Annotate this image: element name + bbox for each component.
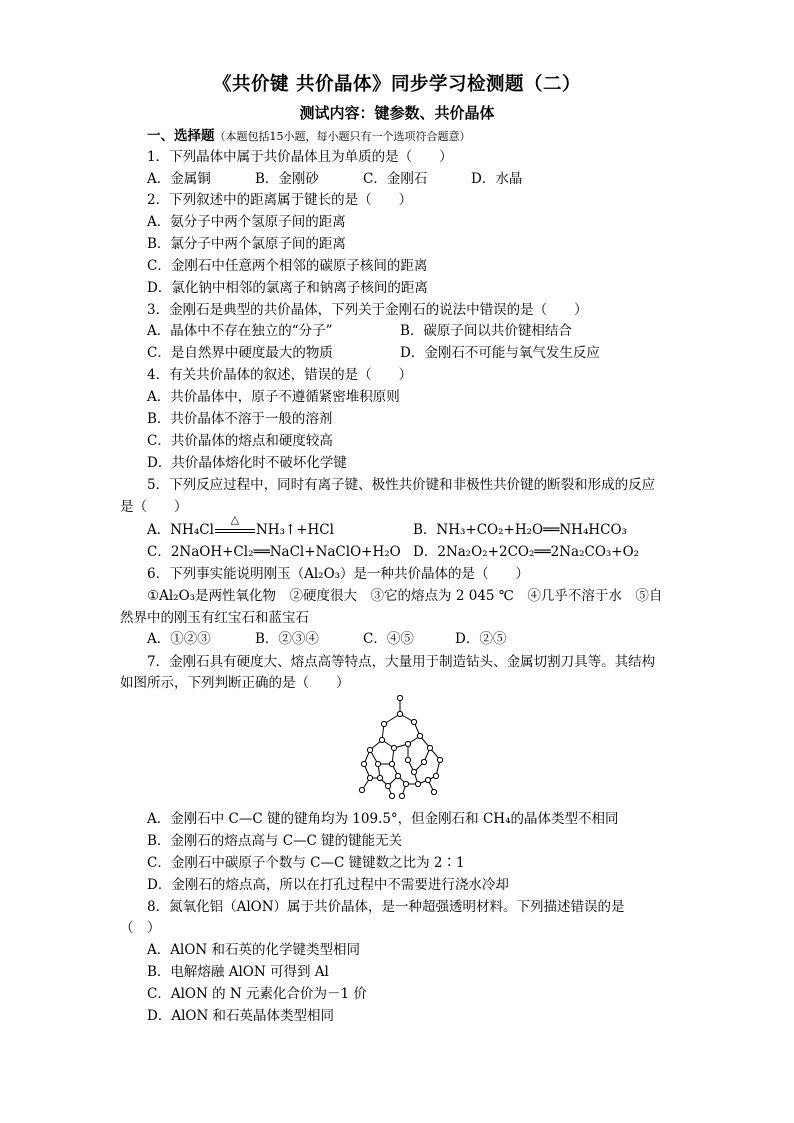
q5-option-d: D．2Na₂O₂+2CO₂══2Na₂CO₃+O₂	[413, 544, 640, 560]
reaction-condition-arrow	[214, 513, 256, 538]
section-heading	[147, 128, 471, 145]
heat-condition: △	[230, 513, 240, 526]
q4-option-c: C．共价晶体的熔点和硬度较高	[147, 433, 333, 449]
question-7-stem-cont: 如图所示，下列判断正确的是（ ）	[120, 675, 350, 691]
q7-option-d: D．金刚石的熔点高，所以在打孔过程中不需要进行浇水冷却	[147, 877, 509, 893]
q7-option-b: B．金刚石的熔点高与 C—C 键的键能无关	[147, 833, 403, 849]
q2-option-d: D．氯化钠中相邻的氯离子和钠离子核间的距离	[147, 280, 428, 296]
question-8-stem: 8．氮氧化铝（AlON）属于共价晶体，是一种超强透明材料。下列描述错误的是	[147, 899, 625, 915]
section-note: （本题包括15小题，每小题只有一个选项符合题意）	[214, 130, 471, 143]
question-7-stem: 7．金刚石具有硬度大、熔点高等特点，大量用于制造钻头、金属切割刀具等。其结构	[147, 654, 656, 670]
page-title: 《共价键 共价晶体》同步学习检测题（二）	[213, 74, 581, 95]
q6-option-c: C．④⑤	[363, 631, 414, 647]
question-2-stem: 2．下列叙述中的距离属于键长的是（ ）	[147, 192, 413, 208]
q5-option-a	[147, 513, 334, 538]
diamond-structure-figure	[352, 692, 452, 800]
q1-option-d: D．水晶	[471, 171, 523, 187]
q3-option-d: D．金刚石不可能与氧气发生反应	[400, 345, 600, 361]
question-6-facts-cont: 然界中的刚玉有红宝石和蓝宝石	[120, 610, 309, 626]
equals-arrow	[215, 529, 255, 533]
page-subtitle: 测试内容：键参数、共价晶体	[299, 104, 495, 122]
question-4-stem: 4．有关共价晶体的叙述，错误的是（ ）	[147, 367, 413, 383]
q6-option-a: A．①②③	[147, 631, 211, 647]
q5-option-a-product: NH₃↑+HCl	[255, 522, 334, 538]
question-5-stem-cont: 是（ ）	[120, 499, 188, 515]
q3-option-c: C．是自然界中硬度最大的物质	[147, 345, 333, 361]
q5-option-a-reactant: A．NH₄Cl	[147, 522, 214, 538]
q2-option-c: C．金刚石中任意两个相邻的碳原子核间的距离	[147, 258, 428, 274]
q7-option-a: A．金刚石中 C—C 键的键角均为 109.5°，但金刚石和 CH₄的晶体类型不相同	[147, 811, 619, 827]
question-6-facts: ①Al₂O₃是两性氧化物 ②硬度很大 ③它的熔点为 2 045 ℃ ④几乎不溶于水 ⑤自	[147, 588, 663, 604]
q8-option-a: A．AlON 和石英的化学键类型相同	[147, 942, 360, 958]
q8-option-d: D．AlON 和石英晶体类型相同	[147, 1008, 335, 1024]
atoms	[359, 695, 442, 798]
q5-option-c: C．2NaOH+Cl₂══NaCl+NaClO+H₂O	[147, 544, 401, 560]
q3-option-b: B．碳原子间以共价键相结合	[400, 323, 572, 339]
q4-option-a: A．共价晶体中，原子不遵循紧密堆积原则	[147, 389, 400, 405]
q7-option-c: C．金刚石中碳原子个数与 C—C 键键数之比为 2∶1	[147, 855, 465, 871]
q4-option-b: B．共价晶体不溶于一般的溶剂	[147, 411, 333, 427]
q3-option-a: A．晶体中不存在独立的“分子”	[147, 323, 333, 339]
question-1-stem: 1．下列晶体中属于共价晶体且为单质的是（ ）	[147, 149, 453, 165]
q6-option-d: D．②⑤	[455, 631, 507, 647]
q2-option-a: A．氨分子中两个氢原子间的距离	[147, 214, 346, 230]
q1-option-c: C．金刚石	[363, 171, 428, 187]
question-5-stem: 5．下列反应过程中，同时有离子键、极性共价键和非极性共价键的断裂和形成的反应	[147, 477, 656, 493]
question-8-stem-cont: （ ）	[120, 920, 161, 936]
q4-option-d: D．共价晶体熔化时不破坏化学键	[147, 455, 347, 471]
q6-option-b: B．②③④	[255, 631, 319, 647]
section-label: 一、选择题	[147, 128, 215, 144]
q1-option-a: A．金属铜	[147, 171, 211, 187]
q8-option-b: B．电解熔融 AlON 可得到 Al	[147, 964, 329, 980]
question-3-stem: 3．金刚石是典型的共价晶体，下列关于金刚石的说法中错误的是（ ）	[147, 302, 588, 318]
q2-option-b: B．氯分子中两个氯原子间的距离	[147, 236, 346, 252]
q5-option-b: B．NH₃+CO₂+H₂O══NH₄HCO₃	[413, 522, 627, 538]
q8-option-c: C．AlON 的 N 元素化合价为－1 价	[147, 986, 367, 1002]
question-6-stem: 6．下列事实能说明刚玉（Al₂O₃）是一种共价晶体的是（ ）	[147, 566, 530, 582]
q1-option-b: B．金刚砂	[255, 171, 319, 187]
